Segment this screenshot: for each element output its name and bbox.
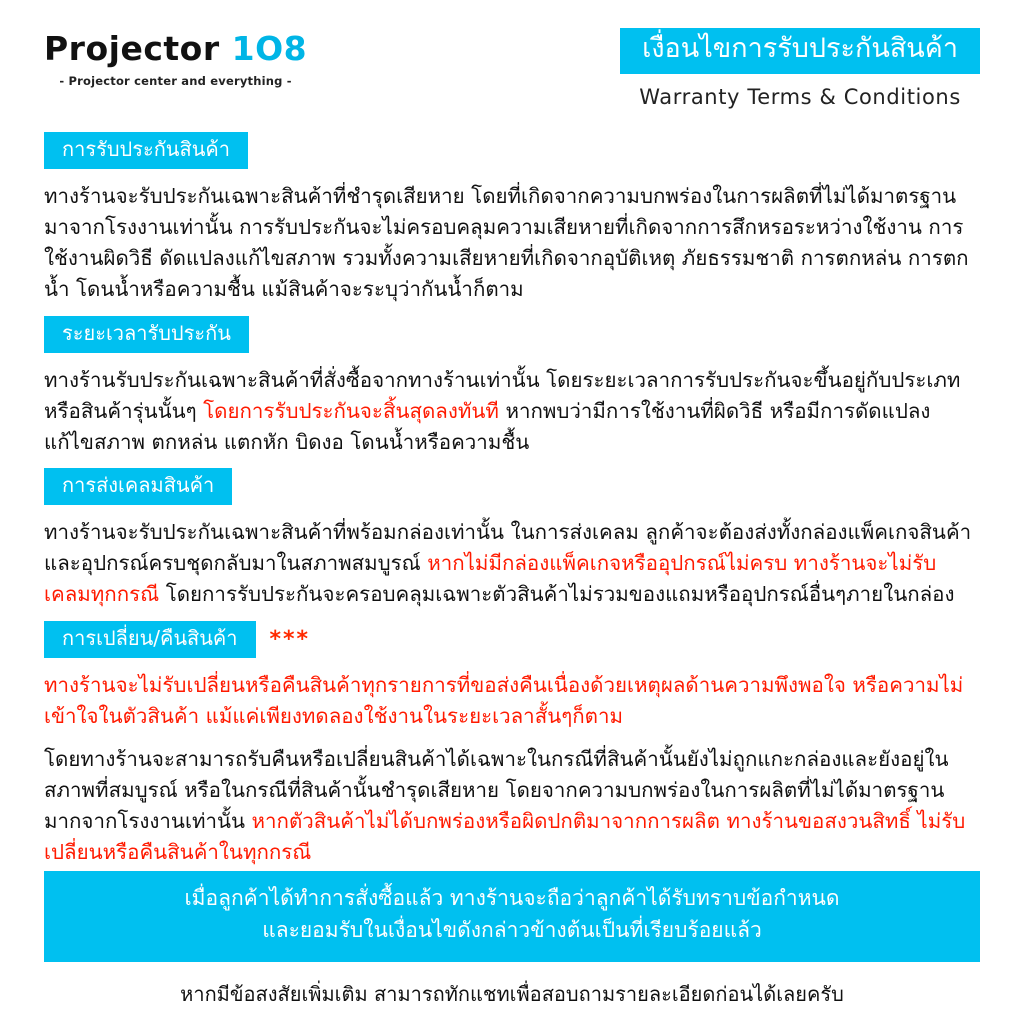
- section-heading: ระยะเวลารับประกัน: [44, 316, 249, 353]
- paragraph-part-after: โดยการรับประกันจะครอบคลุมเฉพาะตัวสินค้าไม่รวมของแถมหรืออุปกรณ์อื่นๆภายในกล่อง: [159, 582, 955, 607]
- page-title-th: เงื่อนไขการรับประกันสินค้า: [620, 28, 980, 74]
- section-heading: การเปลี่ยน/คืนสินค้า: [44, 621, 256, 658]
- footer-note: หากมีข้อสงสัยเพิ่มเติม สามารถทักแชทเพื่อสอบถามรายละเอียดก่อนได้เลยครับ: [180, 982, 844, 1006]
- section-paragraph: [44, 365, 980, 458]
- paragraph-part-before: โดยทางร้านจะสามารถรับคืนหรือเปลี่ยนสินค้าได้เฉพาะในกรณีที่สินค้านั้นยังไม่ถูกแกะกล่องและยังอยู่ในสภาพที่สมบูรณ์ หรือในกรณีที่สินค้านั้นชำรุดเสียหาย โดยจากความบกพร่องในการผลิตที่ไม่ได้มาตรฐานมากจากโรงงานเท่านั้น: [44, 746, 949, 834]
- paragraph-part-highlight: หากตัวสินค้าไม่ได้บกพร่องหรือผิดปกติมาจากการผลิต ทางร้านขอสงวนสิทธิ์ ไม่รับเปลี่ยนหรือคืนสินค้าในทุกกรณี: [44, 809, 966, 865]
- section-paragraph: [44, 517, 980, 610]
- paragraph-part-after: หากพบว่ามีการใช้งานที่ผิดวิธี หรือมีการดัดแปลง แก้ไขสภาพ ตกหล่น แตกหัก บิดงอ โดนน้ำหรือความชื้น: [44, 398, 931, 454]
- section-heading: การรับประกันสินค้า: [44, 132, 248, 169]
- footer-banner: [44, 871, 980, 962]
- section-paragraph: [44, 744, 980, 869]
- section-heading-row: [44, 621, 980, 658]
- header-title-block: [620, 26, 980, 109]
- page-title-en: Warranty Terms & Conditions: [639, 85, 961, 110]
- section-heading-row: [44, 468, 980, 505]
- section-claim-shipping: [44, 468, 980, 610]
- section-heading: การส่งเคลมสินค้า: [44, 468, 232, 505]
- attention-stars: ***: [269, 626, 311, 652]
- section-heading-row: [44, 132, 980, 169]
- brand-name-accent: 1O8: [231, 29, 308, 68]
- brand-tagline: - Projector center and everything -: [59, 74, 292, 88]
- page-header: [44, 26, 980, 122]
- paragraph-part-before: ทางร้านรับประกันเฉพาะสินค้าที่สั่งซื้อจากทางร้านเท่านั้น โดยระยะเวลาการรับประกันจะขึ้นอยู่กับประเภทหรือสินค้ารุ่นนั้นๆ: [44, 367, 961, 423]
- section-return-exchange: [44, 621, 980, 869]
- section-warranty-period: [44, 316, 980, 458]
- paragraph-part-before: ทางร้านจะรับประกันเฉพาะสินค้าที่พร้อมกล่องเท่านั้น ในการส่งเคลม ลูกค้าจะต้องส่งทั้งกล่องแพ็คเกจสินค้าและอุปกรณ์ครบชุดกลับมาในสภาพสมบูรณ์: [44, 520, 972, 576]
- footer-banner-line-1: เมื่อลูกค้าได้ทำการสั่งซื้อแล้ว ทางร้านจะถือว่าลูกค้าได้รับทราบข้อกำหนด: [184, 886, 840, 910]
- paragraph-part-highlight: หากไม่มีกล่องแพ็คเกจหรืออุปกรณ์ไม่ครบ ทางร้านจะไม่รับเคลมทุกกรณี: [44, 551, 937, 607]
- paragraph-part-highlight: โดยการรับประกันจะสิ้นสุดลงทันที: [203, 398, 499, 423]
- section-paragraph: ทางร้านจะรับประกันเฉพาะสินค้าที่ชำรุดเสียหาย โดยที่เกิดจากความบกพร่องในการผลิตที่ไม่ได้มาตรฐานมาจากโรงงานเท่านั้น การรับประกันจะไม่ครอบคลุมความเสียหายที่เกิดจากการสึกหรอระหว่างใช้งาน การใช้งานผิดวิธี ดัดแปลงแก้ไขสภาพ รวมทั้งความเสียหายที่เกิดจากอุบัติเหตุ ภัยธรรมชาติ การตกหล่น การตกน้ำ โดนน้ำหรือความชื้น แม้สินค้าจะระบุว่ากันน้ำก็ตาม: [44, 184, 969, 302]
- brand-title: [44, 29, 308, 68]
- footer-banner-line-2: และยอมรับในเงื่อนไขดังกล่าวข้างต้นเป็นที่เรียบร้อยแล้ว: [262, 917, 762, 942]
- brand-block: [44, 26, 307, 88]
- brand-name-main: Projector: [44, 29, 232, 68]
- section-warranty-coverage: [44, 132, 980, 306]
- section-paragraph-warning: ทางร้านจะไม่รับเปลี่ยนหรือคืนสินค้าทุกรายการที่ขอส่งคืนเนื่องด้วยเหตุผลด้านความพึงพอใจ หรือความไม่เข้าใจในตัวสินค้า แม้แค่เพียงทดลองใช้งานในระยะเวลาสั้นๆก็ตาม: [44, 672, 964, 728]
- section-heading-row: [44, 316, 980, 353]
